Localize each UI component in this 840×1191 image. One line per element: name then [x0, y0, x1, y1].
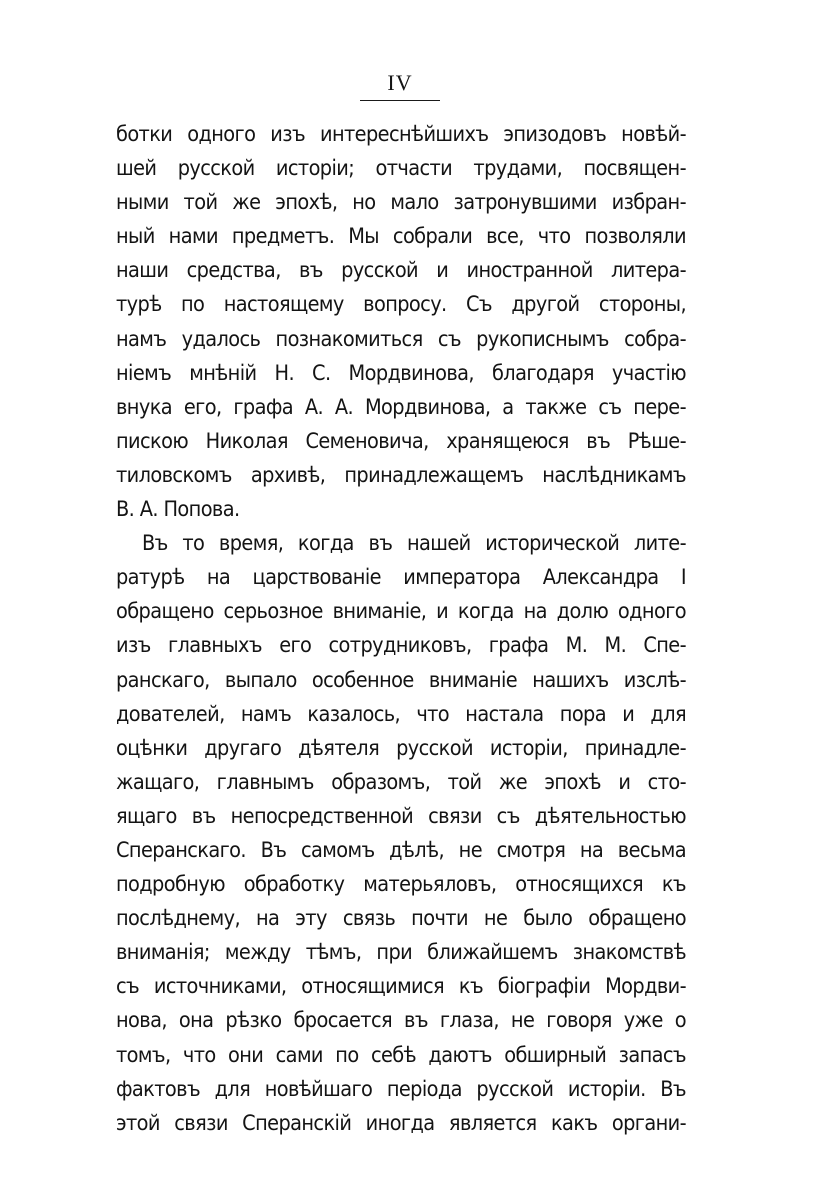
text-line: вниманія; между тѣмъ, при ближайшемъ знакомствѣ — [116, 940, 686, 966]
page-number: IV — [387, 70, 413, 95]
paragraph — [116, 527, 686, 1141]
header-rule — [360, 100, 440, 101]
text-line: обращено серьозное вниманіе, и когда на долю одного — [116, 599, 686, 625]
text-line: ными той же эпохѣ, но мало затронувшими избран- — [116, 190, 686, 216]
text-line: ботки одного изъ интереснѣйшихъ эпизодовъ новѣй- — [116, 122, 686, 147]
text-line: Сперанскаго. Въ самомъ дѣлѣ, не смотря на весьма — [116, 837, 686, 863]
paragraph — [116, 118, 686, 527]
text-line: ный нами предметъ. Мы собрали все, что позволяли — [116, 224, 686, 250]
text-line: изъ главныхъ его сотрудниковъ, графа М. М. Спе- — [116, 633, 686, 659]
text-line: съ источниками, относящимися къ біографіи Мордви- — [116, 974, 686, 1000]
text-line: этой связи Сперанскій иногда является какъ органи- — [116, 1110, 686, 1136]
text-line: фактовъ для новѣйшаго періода русской исторіи. Въ — [116, 1076, 686, 1102]
text-line: внука его, графа А. А. Мордвинова, а также съ пере- — [116, 394, 686, 420]
text-line: ящаго въ непосредственной связи съ дѣятельностью — [116, 803, 686, 829]
text-line: ніемъ мнѣній Н. С. Мордвинова, благодаря участію — [116, 360, 686, 386]
text-line: шей русской исторіи; отчасти трудами, посвящен- — [116, 156, 686, 182]
text-line: оцѣнки другаго дѣятеля русской исторіи, принадле- — [116, 735, 686, 761]
text-line: Въ то время, когда въ нашей исторической лите- — [142, 531, 686, 557]
text-line: томъ, что они сами по себѣ даютъ обширный запасъ — [116, 1042, 686, 1068]
text-line: дователей, намъ казалось, что настала пора и для — [116, 701, 686, 727]
page-header — [360, 72, 440, 101]
text-line: пискою Николая Семеновича, хранящеюся въ Рѣше- — [116, 428, 686, 454]
text-line: ранскаго, выпало особенное вниманіе нашихъ изслѣ- — [116, 667, 686, 693]
text-line: послѣднему, на эту связь почти не было обращено — [116, 906, 686, 932]
text-line: намъ удалось познакомиться съ рукописнымъ собра- — [116, 326, 686, 352]
text-line: В. А. Попова. — [116, 497, 240, 523]
text-line: жащаго, главнымъ образомъ, той же эпохѣ и сто- — [116, 769, 686, 795]
text-line: ратурѣ на царствованіе императора Александра I — [116, 565, 686, 591]
text-line: турѣ по настоящему вопросу. Съ другой стороны, — [116, 292, 686, 318]
text-line: подробную обработку матерьяловъ, относящихся къ — [116, 872, 686, 898]
text-line: тиловскомъ архивѣ, принадлежащемъ наслѣдникамъ — [116, 462, 686, 488]
text-line: нова, она рѣзко бросается въ глаза, не говоря уже о — [116, 1008, 686, 1034]
text-line: наши средства, въ русской и иностранной литера- — [116, 258, 686, 284]
text-body — [116, 118, 686, 1141]
